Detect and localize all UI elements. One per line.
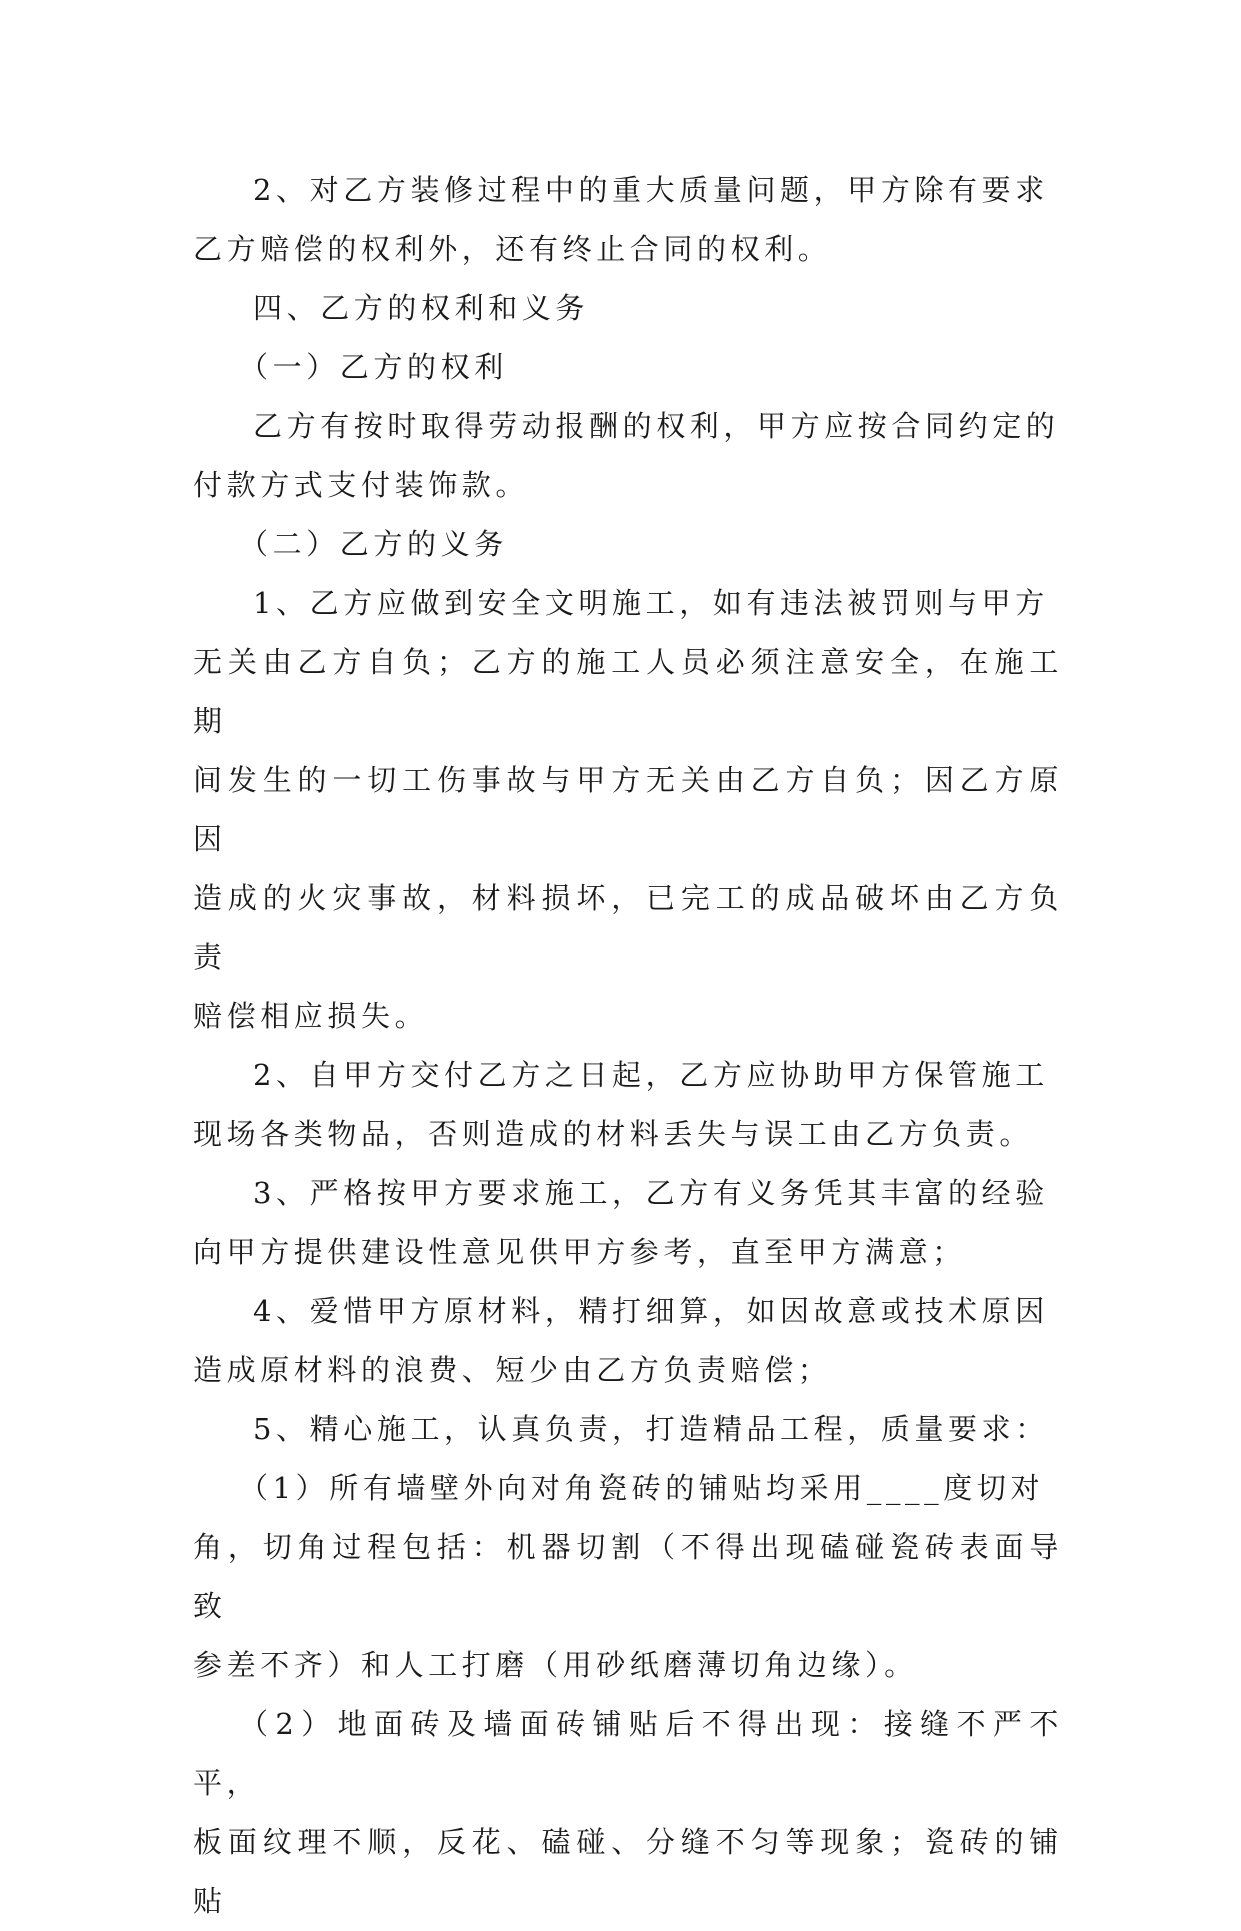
text-line: 向甲方提供建设性意见供甲方参考，直至甲方满意； bbox=[193, 1235, 966, 1269]
text-line: 现场各类物品，否则造成的材料丢失与误工由乙方负责。 bbox=[193, 1117, 1034, 1151]
subsection-heading bbox=[193, 515, 1063, 574]
text-line: 1、乙方应做到安全文明施工，如有违法被罚则与甲方 bbox=[253, 586, 1049, 620]
subsection-heading bbox=[193, 338, 1063, 397]
text-line: 造成原材料的浪费、短少由乙方负责赔偿； bbox=[193, 1353, 832, 1387]
paragraph-duty-3 bbox=[193, 1164, 1063, 1282]
text-line: 赔偿相应损失。 bbox=[193, 999, 429, 1033]
paragraph-quality-item-1 bbox=[193, 1459, 1063, 1695]
text-line: 付款方式支付装饰款。 bbox=[193, 468, 530, 502]
paragraph-duty-2 bbox=[193, 1046, 1063, 1164]
text-line: 2、自甲方交付乙方之日起，乙方应协助甲方保管施工 bbox=[253, 1058, 1049, 1092]
text-line: 造成的火灾事故，材料损坏，已完工的成品破坏由乙方负责 bbox=[193, 881, 1063, 974]
section-heading bbox=[193, 279, 1063, 338]
paragraph-duty-5 bbox=[193, 1400, 1063, 1459]
text-line: 间发生的一切工伤事故与甲方无关由乙方自负；因乙方原因 bbox=[193, 763, 1063, 856]
text-line: 3、严格按甲方要求施工，乙方有义务凭其丰富的经验 bbox=[253, 1176, 1049, 1210]
text-line: 四、乙方的权利和义务 bbox=[253, 291, 590, 325]
text-line: （2）地面砖及墙面砖铺贴后不得出现：接缝不严不平， bbox=[193, 1707, 1063, 1800]
text-line: 乙方赔偿的权利外，还有终止合同的权利。 bbox=[193, 232, 832, 266]
text-line: 5、精心施工，认真负责，打造精品工程，质量要求： bbox=[253, 1412, 1049, 1446]
text-line: 2、对乙方装修过程中的重大质量问题，甲方除有要求 bbox=[253, 173, 1049, 207]
text-line: 参差不齐）和人工打磨（用砂纸磨薄切角边缘）。 bbox=[193, 1648, 918, 1682]
text-line: （1）所有墙壁外向对角瓷砖的铺贴均采用____度切对 bbox=[239, 1471, 1045, 1505]
text-line: （一）乙方的权利 bbox=[239, 350, 508, 384]
paragraph-clause-2-rights bbox=[193, 161, 1063, 279]
paragraph-duty-1 bbox=[193, 574, 1063, 1046]
document-body bbox=[193, 161, 1063, 1931]
text-line: 无关由乙方自负；乙方的施工人员必须注意安全，在施工期 bbox=[193, 645, 1063, 738]
text-line: 4、爱惜甲方原材料，精打细算，如因故意或技术原因 bbox=[253, 1294, 1049, 1328]
paragraph-duty-4 bbox=[193, 1282, 1063, 1400]
text-line: 乙方有按时取得劳动报酬的权利，甲方应按合同约定的 bbox=[253, 409, 1060, 443]
paragraph-quality-item-2 bbox=[193, 1695, 1063, 1931]
text-line: （二）乙方的义务 bbox=[239, 527, 508, 561]
text-line: 板面纹理不顺，反花、磕碰、分缝不匀等现象；瓷砖的铺贴 bbox=[193, 1825, 1063, 1918]
paragraph-rights-body bbox=[193, 397, 1063, 515]
text-line: 角，切角过程包括：机器切割（不得出现磕碰瓷砖表面导致 bbox=[193, 1530, 1063, 1623]
